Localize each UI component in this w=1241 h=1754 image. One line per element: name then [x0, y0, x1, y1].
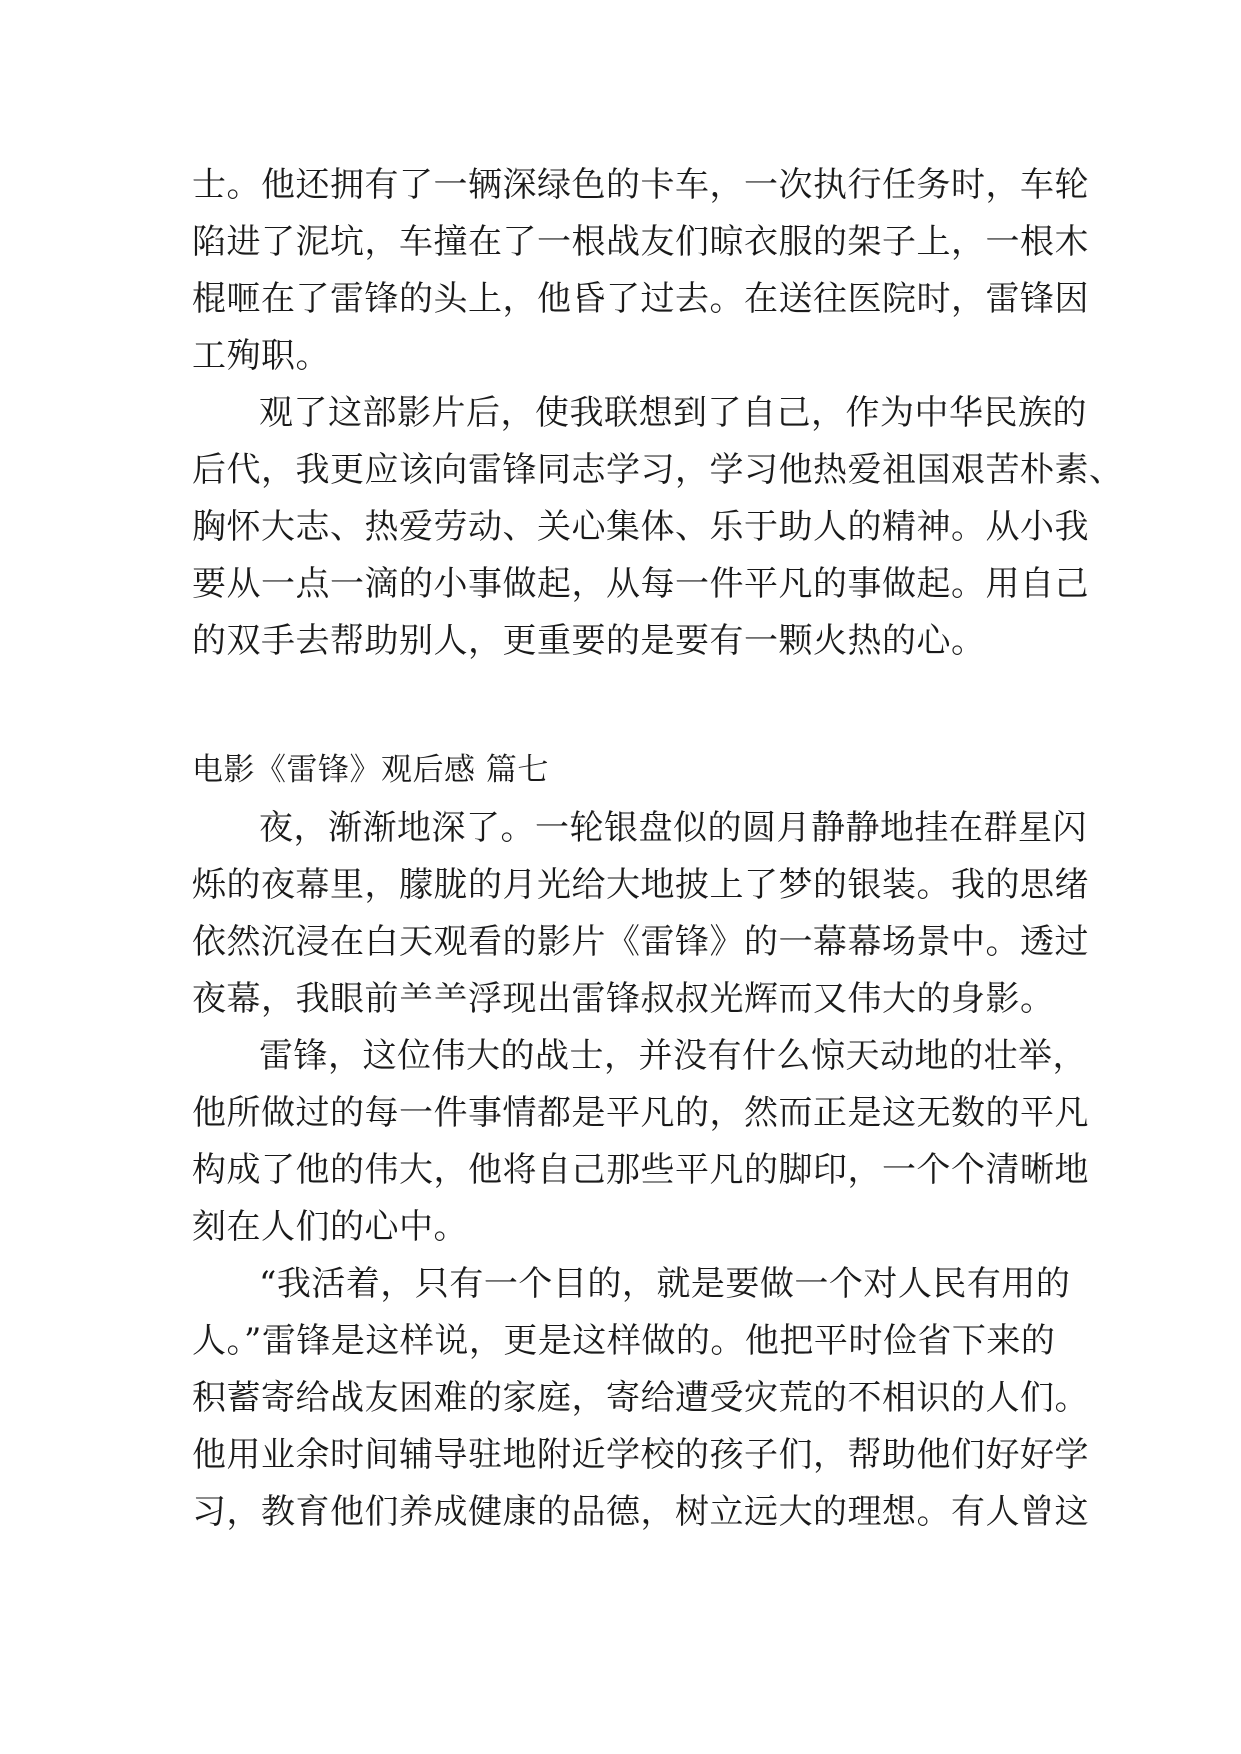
text-line: 习，教育他们养成健康的品德，树立远大的理想。有人曾这 [192, 1492, 1089, 1532]
text-line: 刻在人们的心中。 [192, 1207, 468, 1247]
text-line: 士。他还拥有了一辆深绿色的卡车，一次执行任务时，车轮 [192, 165, 1089, 205]
text-line: 他所做过的每一件事情都是平凡的，然而正是这无数的平凡 [192, 1093, 1089, 1133]
text-line: 陷进了泥坑，车撞在了一根战友们晾衣服的架子上，一根木 [192, 222, 1089, 262]
text-line: 要从一点一滴的小事做起，从每一件平凡的事做起。用自己 [192, 564, 1089, 604]
text-line: 积蓄寄给战友困难的家庭，寄给遭受灾荒的不相识的人们。 [192, 1378, 1089, 1418]
text-line: 工殉职。 [192, 336, 330, 376]
text-line: 依然沉浸在白天观看的影片《雷锋》的一幕幕场景中。透过 [192, 922, 1089, 962]
text-line: 棍咂在了雷锋的头上，他昏了过去。在送往医院时，雷锋因 [192, 279, 1089, 319]
text-line: 烁的夜幕里，朦胧的月光给大地披上了梦的银装。我的思绪 [192, 865, 1089, 905]
text-line: 构成了他的伟大，他将自己那些平凡的脚印，一个个清晰地 [192, 1150, 1089, 1190]
section-heading: 电影《雷锋》观后感 篇七 [192, 752, 549, 788]
text-line: 他用业余时间辅导驻地附近学校的孩子们，帮助他们好好学 [192, 1435, 1089, 1475]
text-line: 后代，我更应该向雷锋同志学习，学习他热爱祖国艰苦朴素、 [192, 450, 1124, 490]
text-line: 的双手去帮助别人，更重要的是要有一颗火热的心。 [192, 621, 986, 661]
text-line: 人。”雷锋是这样说，更是这样做的。他把平时俭省下来的 [192, 1321, 1056, 1361]
paragraph-first-line: 雷锋，这位伟大的战士，并没有什么惊天动地的壮举， [259, 1036, 1087, 1076]
text-line: 夜幕，我眼前⺷⺷浮现出雷锋叔叔光辉而又伟大的身影。 [192, 979, 1055, 1019]
paragraph-first-line: 观了这部影片后，使我联想到了自己，作为中华民族的 [259, 393, 1087, 433]
paragraph-first-line: “我活着，只有一个目的，就是要做一个对人民有用的 [259, 1264, 1071, 1304]
paragraph-first-line: 夜，渐渐地深了。一轮银盘似的圆月静静地挂在群星闪 [259, 808, 1087, 848]
text-line: 胸怀大志、热爱劳动、关心集体、乐于助人的精神。从小我 [192, 507, 1089, 547]
